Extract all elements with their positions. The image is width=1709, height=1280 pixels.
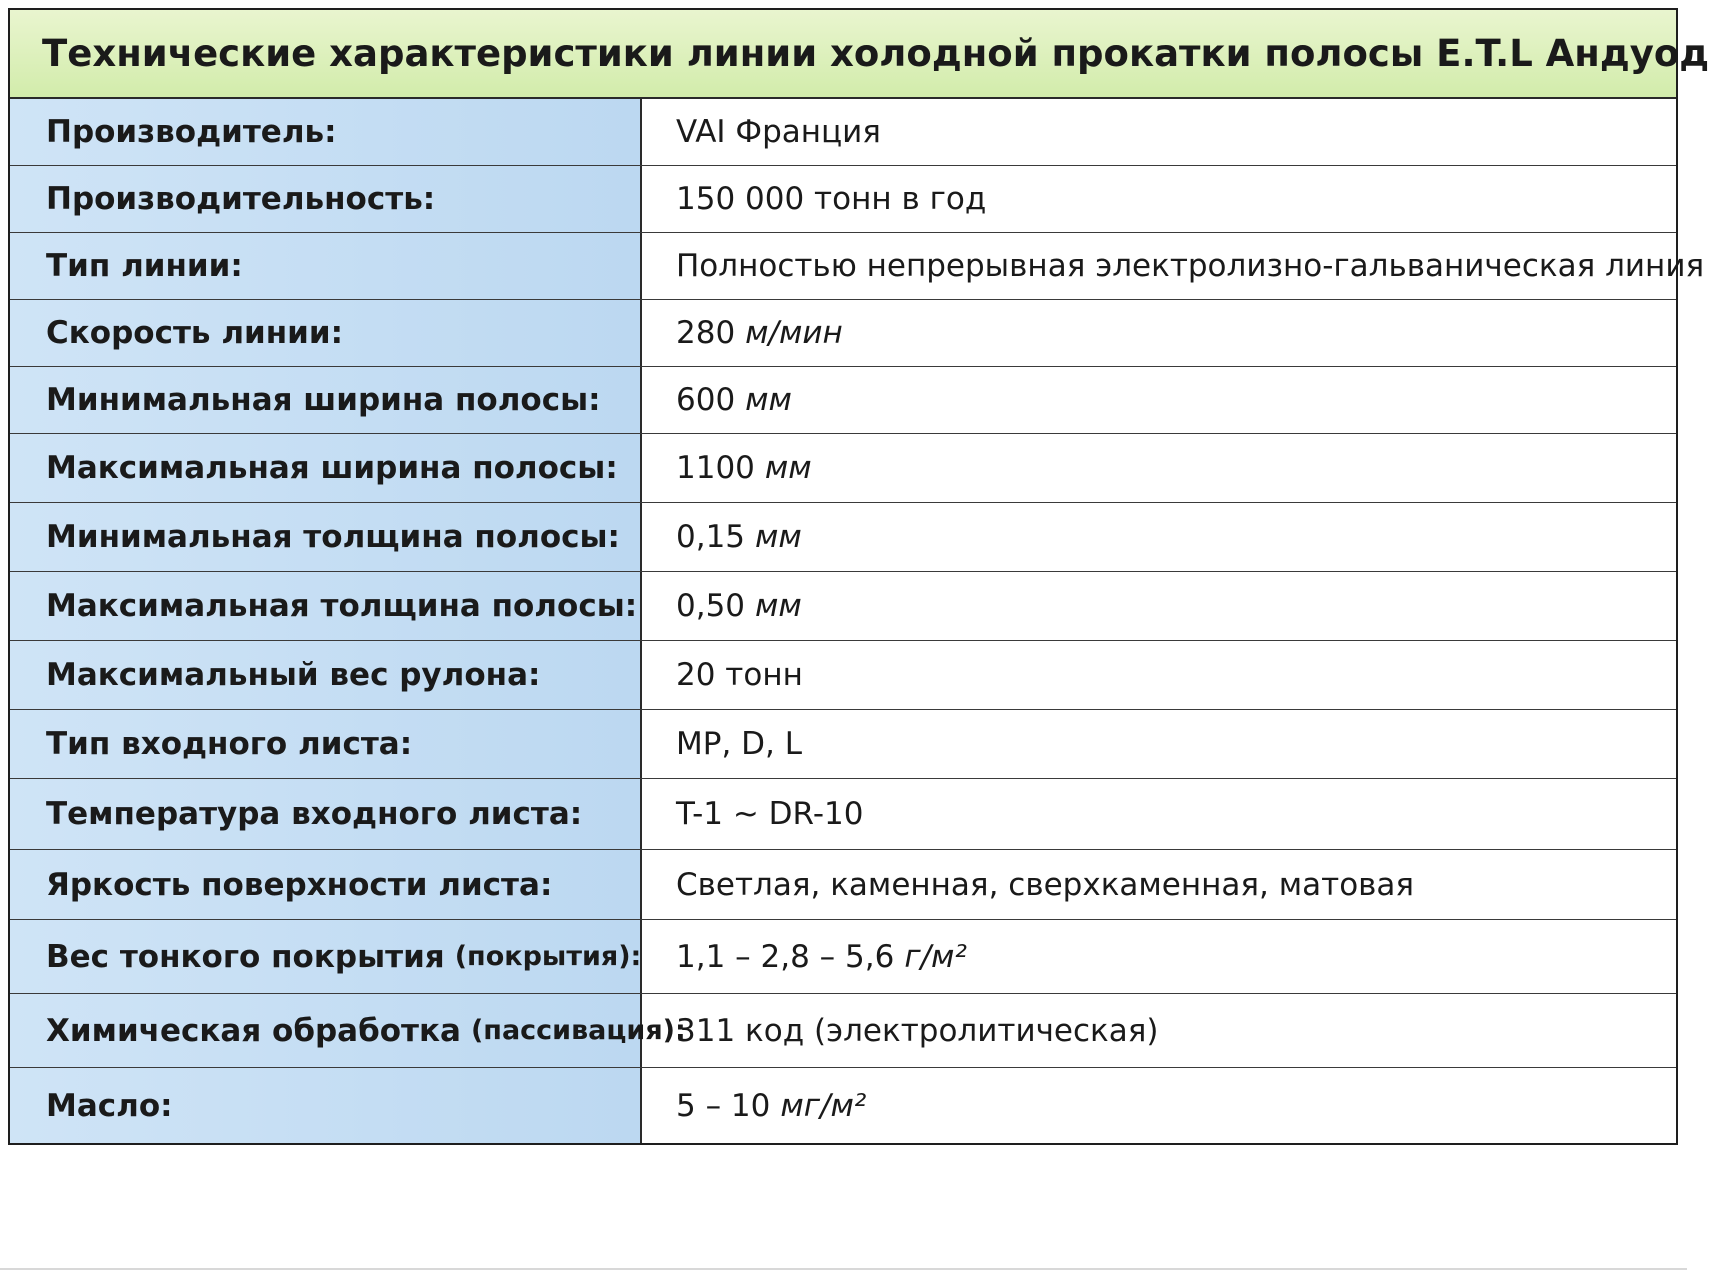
row-label: Масло:: [46, 1087, 173, 1124]
table-row: [10, 166, 1676, 233]
row-label: Минимальная толщина полосы:: [46, 519, 620, 555]
row-label: Химическая обработка: [46, 1012, 461, 1049]
row-label-cell: [10, 850, 642, 919]
row-label: Минимальная ширина полосы:: [46, 382, 601, 418]
table-row: [10, 710, 1676, 779]
table-row: [10, 233, 1705, 300]
row-label: Тип входного листа:: [46, 726, 413, 762]
row-value: 20 тонн: [676, 657, 803, 693]
page-bottom-rule: [0, 1268, 1687, 1270]
table-title: Технические характеристики линии холодной прокатки полосы E.T.L Андуод: [10, 10, 1676, 99]
row-value: 1100: [676, 450, 755, 486]
row-unit: мм: [745, 382, 792, 418]
row-label-cell: [10, 710, 642, 778]
row-label-cell: [10, 572, 642, 640]
row-label-cell: [10, 779, 642, 849]
table-row: [10, 99, 1676, 166]
table-body: [10, 99, 1705, 1143]
row-value-cell: [642, 572, 1676, 640]
table-row: [10, 503, 1676, 572]
row-label-cell: [10, 641, 642, 709]
row-label-note: (пассивация):: [470, 1015, 686, 1046]
table-row: [10, 300, 1676, 367]
row-value-cell: [642, 367, 1676, 433]
row-label-cell: [10, 233, 642, 299]
row-label: Максимальный вес рулона:: [46, 657, 541, 693]
row-value: 150 000 тонн в год: [676, 181, 987, 217]
row-value: MP, D, L: [676, 726, 802, 762]
table-row: [10, 779, 1676, 850]
table-row: [10, 367, 1676, 434]
row-label-cell: [10, 300, 642, 366]
row-value: Полностью непрерывная электролизно-гальваническая линия: [676, 248, 1705, 284]
row-value-cell: [642, 641, 1676, 709]
row-unit: м/мин: [745, 315, 843, 351]
row-value-cell: [642, 166, 1676, 232]
row-label-cell: [10, 503, 642, 571]
row-label-cell: [10, 1068, 642, 1143]
row-value: 5 – 10: [676, 1087, 771, 1124]
row-value: 1,1 – 2,8 – 5,6: [676, 938, 895, 975]
row-value: Светлая, каменная, сверхкаменная, матовая: [676, 866, 1415, 903]
table-row: [10, 572, 1676, 641]
row-unit: мг/м²: [780, 1087, 867, 1124]
row-value: 0,50: [676, 588, 746, 624]
row-value-cell: [642, 233, 1704, 299]
row-label: Скорость линии:: [46, 315, 343, 351]
row-value-cell: [642, 994, 1676, 1067]
row-label-cell: [10, 99, 642, 165]
row-label-cell: [10, 920, 642, 993]
table-row: [10, 1068, 1676, 1143]
row-label: Производитель:: [46, 114, 337, 150]
row-unit: г/м²: [904, 938, 967, 975]
row-value: 600: [676, 382, 736, 418]
row-value: 0,15: [676, 519, 746, 555]
row-value: 311 код (электролитическая): [676, 1012, 1159, 1049]
row-value-cell: [642, 920, 1676, 993]
row-value-cell: [642, 710, 1676, 778]
table-row: [10, 994, 1676, 1068]
table-row: [10, 850, 1676, 920]
row-label: Максимальная ширина полосы:: [46, 450, 618, 486]
row-unit: мм: [755, 588, 802, 624]
row-label-cell: [10, 367, 642, 433]
row-value-cell: [642, 1068, 1676, 1143]
table-row: [10, 920, 1676, 994]
row-unit: мм: [755, 519, 802, 555]
row-label: Вес тонкого покрытия: [46, 938, 445, 975]
row-value-cell: [642, 503, 1676, 571]
row-label: Температура входного листа:: [46, 796, 583, 832]
row-value-cell: [642, 850, 1676, 919]
row-label-cell: [10, 166, 642, 232]
spec-table: [8, 8, 1709, 1145]
row-value: VAI Франция: [676, 114, 881, 150]
row-label: Максимальная толщина полосы:: [46, 588, 638, 624]
row-label: Тип линии:: [46, 248, 243, 284]
table-row: [10, 641, 1676, 710]
row-value: 280: [676, 315, 736, 351]
row-label-note: (покрытия):: [454, 941, 642, 972]
row-label: Производительность:: [46, 181, 436, 217]
row-value: T-1 ~ DR-10: [676, 796, 864, 832]
row-unit: мм: [764, 450, 812, 486]
row-value-cell: [642, 779, 1676, 849]
table-row: [10, 434, 1676, 503]
row-label-cell: [10, 994, 686, 1067]
row-value-cell: [642, 434, 1676, 502]
row-value-cell: [642, 300, 1676, 366]
row-label: Яркость поверхности листа:: [46, 866, 553, 903]
row-label-cell: [10, 434, 642, 502]
row-value-cell: [642, 99, 1676, 165]
